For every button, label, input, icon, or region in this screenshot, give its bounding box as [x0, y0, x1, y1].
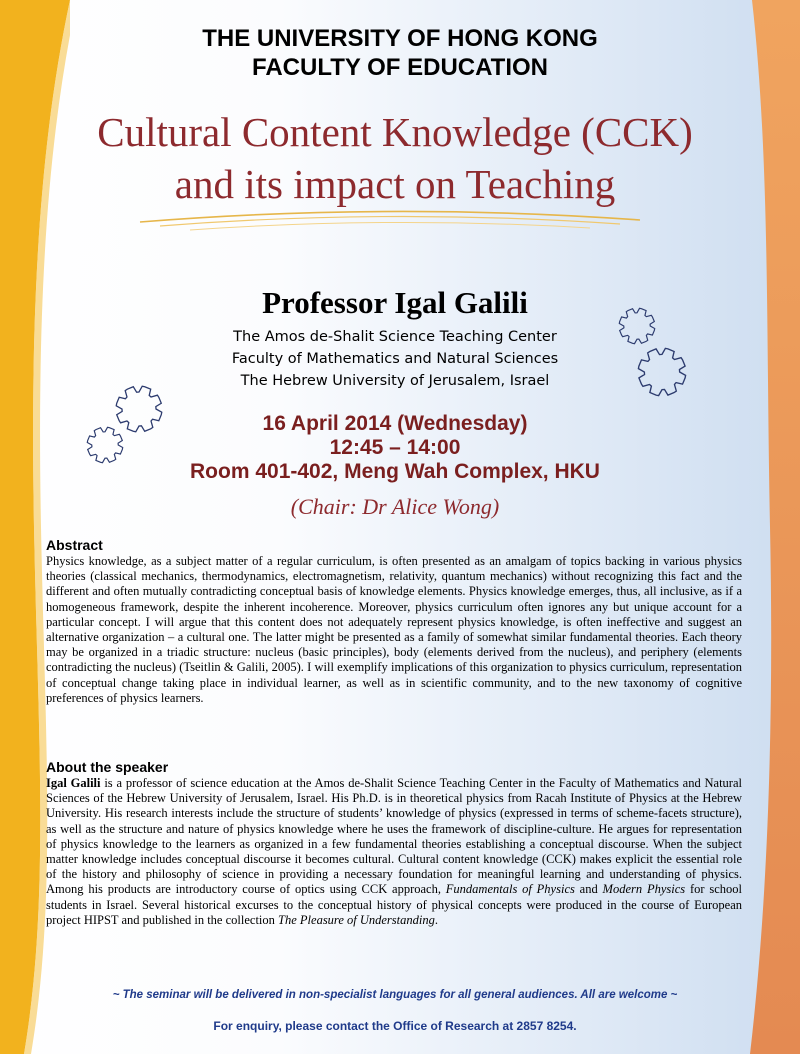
gear-icon [634, 344, 690, 400]
about-speaker-section [46, 759, 742, 928]
event-date: 16 April 2014 (Wednesday) [262, 412, 528, 435]
speaker-bio-name: Igal Galili [46, 776, 101, 790]
gear-icon [616, 305, 658, 347]
affiliation-line-2: Faculty of Mathematics and Natural Sciences [231, 351, 559, 367]
affiliation-line-3: The Hebrew University of Jerusalem, Israel [240, 373, 550, 389]
abstract-heading: Abstract [46, 537, 103, 553]
speaker-name: Professor Igal Galili [262, 285, 528, 320]
enquiry-contact: For enquiry, please contact the Office of Research at 2857 8254. [213, 1019, 577, 1033]
about-speaker-heading: About the speaker [46, 759, 169, 775]
bio-text-part-4: . [434, 912, 438, 927]
abstract-section [46, 537, 742, 706]
talk-title-line-2: and its impact on Teaching [174, 161, 616, 207]
book-title-pleasure: The Pleasure of Understanding [278, 912, 435, 927]
bio-text-part-2: and [574, 882, 603, 897]
university-name: THE UNIVERSITY OF HONG KONG [202, 25, 598, 52]
book-title-fundamentals: Fundamentals of Physics [445, 882, 575, 897]
book-title-modern-physics: Modern Physics [602, 882, 686, 897]
welcome-note: ~ The seminar will be delivered in non-specialist languages for all general audiences. All are welcome ~ [112, 989, 678, 1001]
bio-text-part-1: is a professor of science education at the Amos de-Shalit Science Teaching Center in the Faculty of Mathematics and Natural Sciences of the Hebrew University of Jerusalem, Israel. His Ph.D. is in theoretical physics from Racah Institute of Physics at the Hebrew University. His research interests include the structure of students’ knowledge of physics (expressed in terms of scheme-facets structure), as well as the structure and nature of physics knowledge where he uses the framework of discipline-culture. He argues for representation of physics knowledge to the learners as organized in a few fundamental theories establishing a conceptual discourse. When the subject matter knowledge includes conceptual discourse it becomes cultural. Cultural content knowledge (CCK) makes explicit the essential role of the history and philosophy of science in providing a necessary foundation for meaningful learning and understanding of physics. Among his products are introductory course of optics using CCK approach, [46, 776, 742, 897]
bio-text-part-3: for school students in Israel. Several historical excurses to the conceptual history of physical concepts were produced in the course of European project HIPST and published in the collection [46, 882, 742, 927]
faculty-name: FACULTY OF EDUCATION [252, 54, 548, 81]
university-header [0, 24, 800, 82]
event-time: 12:45 – 14:00 [329, 436, 461, 459]
talk-title-line-1: Cultural Content Knowledge (CCK) [97, 109, 693, 155]
event-chair: (Chair: Dr Alice Wong) [290, 494, 500, 519]
talk-title [0, 106, 790, 210]
affiliation-line-1: The Amos de-Shalit Science Teaching Center [233, 329, 557, 345]
about-speaker-text [46, 776, 742, 928]
abstract-text: Physics knowledge, as a subject matter of a regular curriculum, is often presented as an amalgam of topics backing in various physics theories (classical mechanics, thermodynamics, electromagnetism, relativity, quantum mechanics) without recognizing this fact and the different and often mutually contradicting conceptual basis of knowledge elements. Physics knowledge emerges, thus, all inclusive, as if a homogeneous framework, despite the inherent incoherence. Moreover, physics curriculum often ignores any but unique account for a particular concept. I will argue that this content does not adequately represent physics knowledge, is often ineffective and suggest an alternative organization – a cultural one. The latter might be presented as a family of somewhat similar fundamental theories. Each theory may be organized in a triadic structure: nucleus (basic principles), body (elements derived from the nucleus), and periphery (elements contradicting the nucleus) (Tseitlin & Galili, 2005). I will exemplify implications of this organization to physics curriculum, representation of conceptual change taking place in individual learner, as well as in scientific community, and to the new taxonomy of cognitive preferences of physics learners. [46, 554, 742, 705]
title-swoosh-decoration [130, 206, 650, 236]
event-venue: Room 401-402, Meng Wah Complex, HKU [190, 460, 600, 483]
gear-icon [84, 424, 126, 466]
